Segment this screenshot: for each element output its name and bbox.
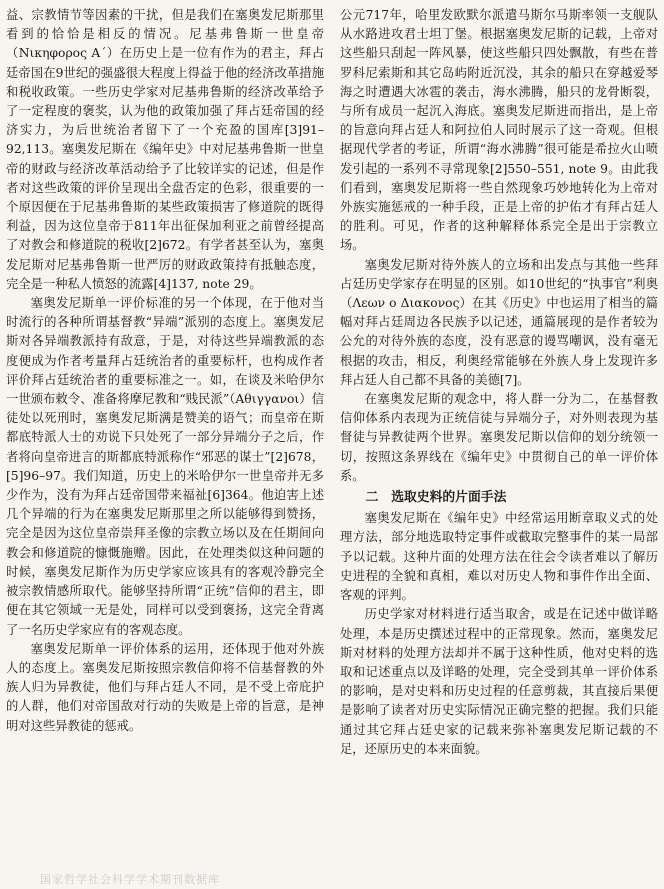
body-paragraph: 塞奥发尼斯单一评价体系的运用，还体现于他对外族人的态度上。塞奥发尼斯按照宗教信仰将不信基督教的外族人归为异教徒，他们与拜占廷人不同，是不受上帝庇护的人群，他们对帝国敌对行动的失败是上帝的旨意，是神明对这些异教徒的惩戒。	[6, 641, 324, 733]
database-watermark: 国家哲学社会科学学术期刊数据库	[40, 873, 220, 886]
body-paragraph: 在塞奥发尼斯的观念中，将人群一分为二，在基督教信仰体系内表现为正统信徒与异端分子，对外则表现为基督徒与异教徒两个世界。塞奥发尼斯以信仰的划分统领一切，按照这条界线在《编年史》中贯彻自己的单一评价体系。	[340, 392, 658, 483]
body-paragraph: 塞奥发尼斯单一评价标准的另一个体现，在于他对当时流行的各种所谓基督教“异端”派别的态度上。塞奥发尼斯对各异端教派持有敌意，于是，对待这些异端教派的态度便成为作者考量拜占廷统治者的重要标杆，也构成作者评价拜占廷统治者的重要标准之一。如，在谈及米哈伊尔一世颁布敕令、准备将摩尼教和“贱民派”（Αθιγγανοι）信徒处以死刑时，塞奥发尼斯满是赞美的语气；而皇帝在斯都底特派人士的劝说下只处死了一部分异端分子之后，作者将向皇帝进言的斯都底特派称作“邪恶的谋士”[2]678，[5]96–97。我们知道，历史上的米哈伊尔一世皇帝并无多少作为，没有为拜占廷帝国带来福祉[6]364。他迫害上述几个异端的行为在塞奥发尼斯那里之所以能够得到赞扬，完全是因为这位皇帝崇拜圣像的宗教立场以及在任期间向教会和修道院的慷慨施赠。因此，在处理类似这种问题的时候，塞奥发尼斯作为历史学家应该具有的客观冷静完全被宗教情感所取代。能够坚持所谓“正统”信仰的君主，即便在其它领域一无是处，同样可以受到褒扬，这完全背离了一名历史学家应有的客观态度。	[6, 296, 324, 637]
body-paragraph: 益、宗教情节等因素的干扰，但是我们在塞奥发尼斯那里看到的恰恰是相反的情况。尼基弗鲁斯一世皇帝（Νικηφορος Α΄）在历史上是一位有作为的君主，拜占廷帝国在9世纪的强盛很大程度上得益于他的经济改革措施和税收政策。一些历史学家对尼基弗鲁斯的经济改革给予了一定程度的褒奖，认为他的政策加强了拜占廷帝国的经济实力，为后世统治者留下了一个充盈的国库[3]91–92,113。塞奥发尼斯在《编年史》中对尼基弗鲁斯一世皇帝的财政与经济改革活动给予了比较详实的记述，但是作者对这些政策的评价呈现出全盘否定的色彩，很重要的一个原因便在于尼基弗鲁斯的某些政策损害了修道院的既得利益，因为这位皇帝于811年出征保加利亚之前曾经提高了对教会和修道院的税收[2]672。有学者甚至认为，塞奥发尼斯对尼基弗鲁斯一世严厉的财政政策持有抵触态度，完全是一种私人愤怒的流露[4]137, note 29。	[6, 8, 324, 291]
body-paragraph: 塞奥发尼斯对待外族人的立场和出发点与其他一些拜占廷历史学家存在明显的区别。如10世纪的“执事官”利奥（Λεων ο Διακονος）在其《历史》中也运用了相当的篇幅对拜占廷周边各民族予以记述，通篇展现的是作者较为公允的对待外族的态度，没有恶意的谩骂嘲讽，没有毫无根据的攻击，相反，利奥经常能够在外族人身上发现许多拜占廷人自己都不具备的美德[7]。	[340, 257, 658, 387]
body-paragraph: 公元717年，哈里发欧默尔派遣马斯尔马斯率领一支舰队从水路进攻君士坦丁堡。根据塞奥发尼斯的记载，上帝对这些船只刮起一阵风暴，使这些船只四处飘散，有些在普罗科尼索斯和其它岛屿附近沉没，其余的船只在穿越爱琴海之时遭遇大冰雹的袭击，海水沸腾，船只的龙骨断裂，与所有成员一起沉入海底。塞奥发尼斯进而指出，是上帝的旨意向拜占廷人和阿拉伯人同时展示了这一奇观。但根据现代学者的考证，所谓“海水沸腾”很可能是希拉火山喷发引起的一系列不寻常现象[2]550–551, note 9。由此我们看到，塞奥发尼斯将一些自然现象巧妙地转化为上帝对外族实施惩戒的一种手段，正是上帝的护佑才有拜占廷人的胜利。可见，作者的这种解释体系完全是出于宗教立场。	[340, 8, 658, 253]
left-column	[6, 6, 324, 736]
right-column	[340, 6, 658, 759]
body-paragraph: 塞奥发尼斯在《编年史》中经常运用断章取义式的处理方法，部分地选取特定事件或截取完整事件的某一局部予以记载。这种片面的处理方法在往会令读者难以了解历史进程的全貌和真相，难以对历史人物和事件作出全面、客观的评判。	[340, 511, 658, 603]
section-heading: 二 选取史料的片面手法	[365, 490, 507, 506]
body-paragraph: 历史学家对材料进行适当取舍，或是在记述中做详略处理，本是历史撰述过程中的正常现象。然而，塞奥发尼斯对材料的处理方法却并不属于这种性质，他对史料的选取和记述重点以及详略的处理，完全受到其单一评价体系的影响，是对史料和历史过程的任意剪裁，其直接后果便是影响了读者对历史实际情况正确完整的把握。我们只能通过其它拜占廷史家的记载来弥补塞奥发尼斯记载的不足，还原历史的本来面貌。	[340, 607, 658, 756]
